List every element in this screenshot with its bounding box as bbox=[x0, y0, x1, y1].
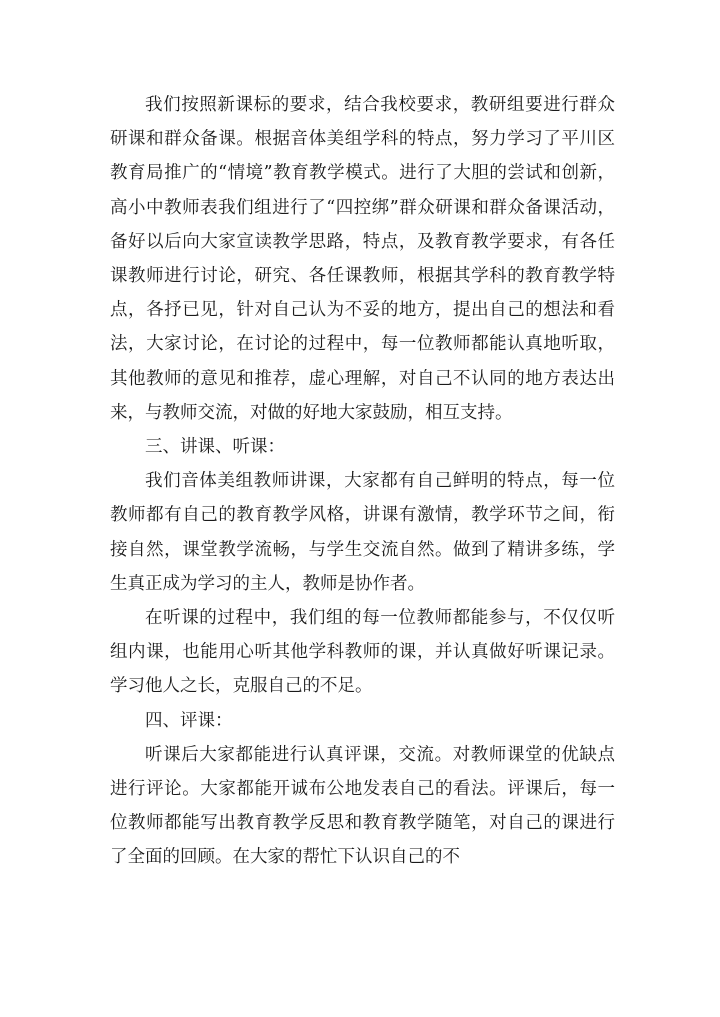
section-heading-evaluation: 四、评课： bbox=[145, 710, 233, 731]
section-heading-lecture-listening: 三、讲课、听课： bbox=[145, 437, 285, 458]
paragraph-evaluation: 听课后大家都能进行认真评课，交流。对教师课堂的优缺点进行评论。大家都能开诚布公地发表自己的看法。评课后，每一位教师都能写出教育教学反思和教育教学随笔，对自己的课进行了全面的回顾。在大家的帮忙下认识自己的不 bbox=[110, 744, 615, 868]
paragraph-lecturing: 我们音体美组教师讲课，大家都有自己鲜明的特点，每一位教师都有自己的教育教学风格，讲课有激情，教学环节之间，衔接自然，课堂教学流畅，与学生交流自然。做到了精讲多练，学生真正成为学习的主人，教师是协作者。 bbox=[110, 471, 615, 594]
paragraph-group-lesson-prep: 我们按照新课标的要求，结合我校要求，教研组要进行群众研课和群众备课。根据音体美组学科的特点，努力学习了平川区教育局推广的“情境”教育教学模式。进行了大胆的尝试和创新，高小中教师表我们组进行了“四控绑”群众研课和群众备课活动，备好以后向大家宣读教学思路，特点，及教育教学要求，有各任课教师进行讨论，研究、各任课教师，根据其学科的教育教学特点，各抒已见，针对自己认为不妥的地方，提出自己的想法和看法，大家讨论，在讨论的过程中，每一位教师都能认真地听取，其他教师的意见和推荐，虚心理解，对自己不认同的地方表达出来，与教师交流，对做的好地大家鼓励，相互支持。 bbox=[110, 95, 615, 423]
document-body bbox=[110, 88, 615, 875]
paragraph-listening: 在听课的过程中，我们组的每一位教师都能参与，不仅仅听组内课，也能用心听其他学科教师的课，并认真做好听课记录。学习他人之长，克服自己的不足。 bbox=[110, 608, 615, 697]
